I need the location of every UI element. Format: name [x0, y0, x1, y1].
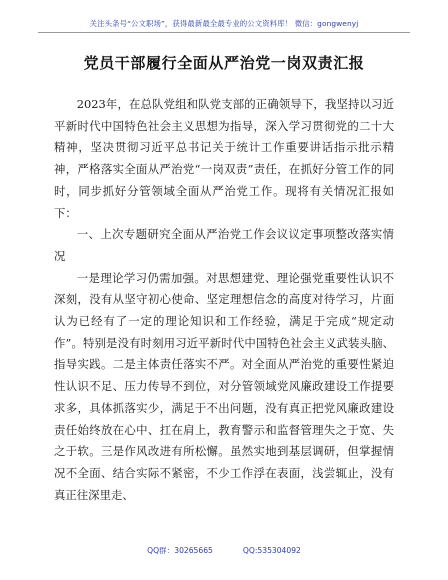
paragraph-section-heading: 一、上次专题研究全面从严治党工作会议议定事项整改落实情况 — [54, 227, 394, 263]
footer-contact — [0, 545, 448, 556]
paragraph-intro: 2023年，在总队党组和队党支部的正确领导下，我坚持以习近平新时代中国特色社会主义思想为指导，深入学习贯彻党的二十大精神，坚决贯彻习近平总书记关于统计工作重要讲话指示批示精神，严格落实全面从严治党“一岗双责”责任，在抓好分管工作的同时，同步抓好分管领域全面从严治党工作。现将有关情况汇报如下： — [54, 97, 394, 220]
footer-qq-group: QQ群：30265665 — [147, 546, 213, 555]
header-divider — [38, 32, 410, 33]
footer-qq-number: QQ:535304092 — [242, 546, 301, 555]
document-title: 党员干部履行全面从严治党一岗双责汇报 — [83, 54, 365, 72]
document-body — [54, 94, 394, 506]
paragraph-findings: 一是理论学习仍需加强。对思想建党、理论强党重要性认识不深刻，没有从坚守初心使命、坚定理想信念的高度对待学习，片面认为已经有了一定的理论知识和工作经验，满足于完成“规定动作”。特别是没有时刻用习近平新时代中国特色社会主义武装头脑、指导实践。二是主体责任落实不严。对全面从严治党的重要性紧迫性认识不足、压力传导不到位，对分管领域党风廉政建设工作提要求多，具体抓落实少，满足于不出问题，没有真正把党风廉政建设责任始终放在心中、扛在肩上，教育警示和监督管理失之于宽、失之于软。三是作风改进有所松懈。虽然实地到基层调研，但掌握情况不全面、结合实际不紧密，不少工作浮在表面，浅尝辄止，没有真正往深里走、 — [54, 270, 394, 502]
header-banner: 关注头条号“公文职场”，获得最新最全最专业的公文资料库！ 微信：gongwenyj — [89, 19, 359, 28]
